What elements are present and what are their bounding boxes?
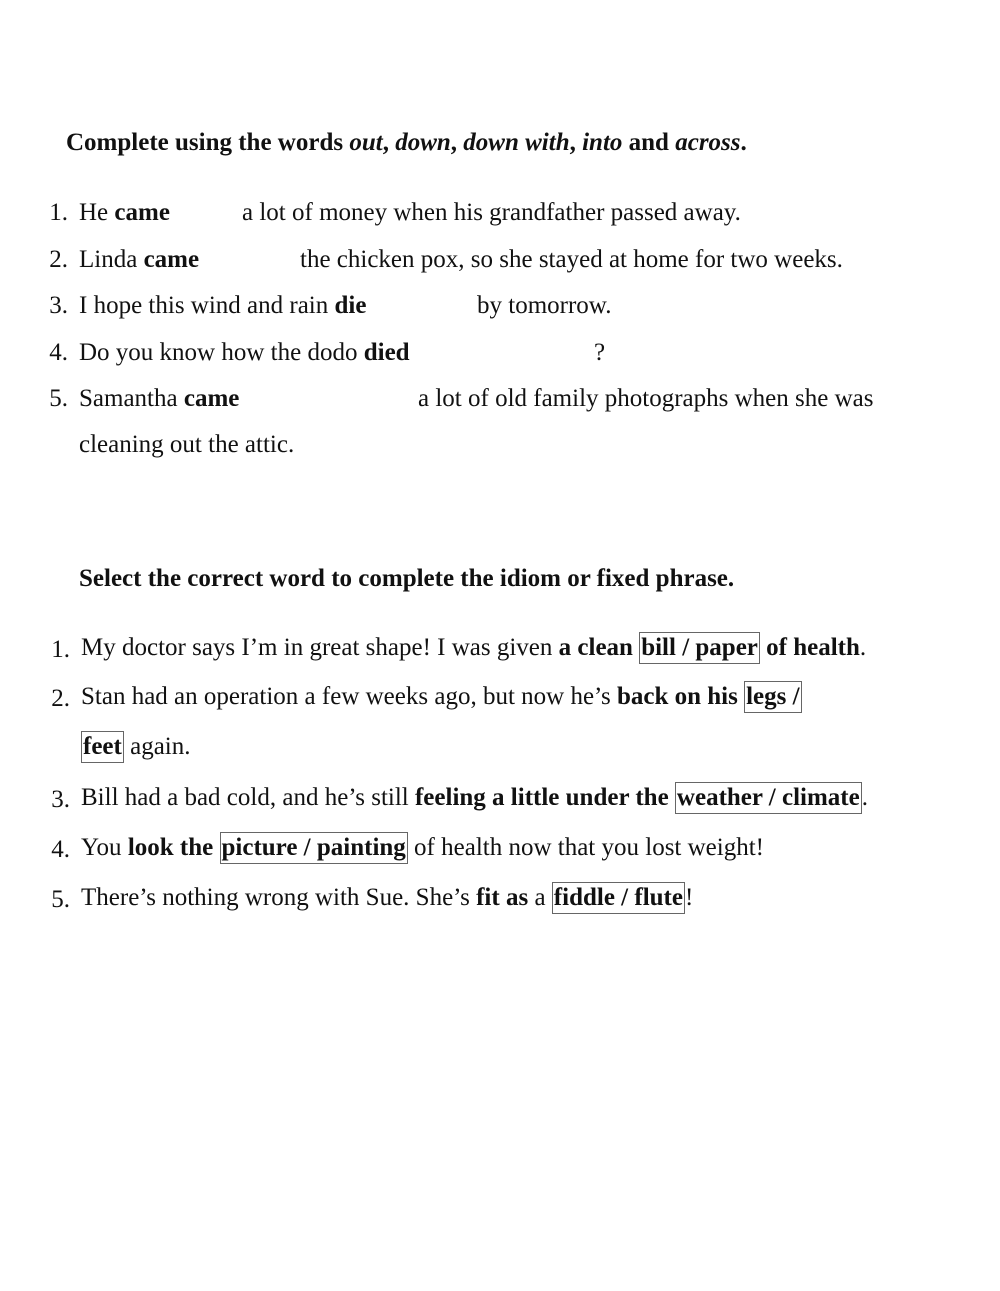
s2-item-4: You look the picture / painting of health now that you lost weight! [81,832,764,864]
s1-item-3-rest: by tomorrow. [477,292,612,319]
section1-title: Complete using the words out, down, down with, into and across. [66,129,747,156]
choice-bill-paper[interactable]: bill / paper [639,632,760,664]
word-across: across [675,129,741,156]
s2-item-4-number: 4. [51,836,70,863]
s1-item-1: He came [79,199,170,226]
s1-item-1-rest: a lot of money when his grandfather passed away. [242,199,741,226]
s2-item-3-number: 3. [51,786,70,813]
s2-item-5-number: 5. [51,886,70,913]
s1-item-5-number: 5. [49,385,68,412]
word-down: down [395,129,451,156]
s1-item-2-rest: the chicken pox, so she stayed at home for two weeks. [300,246,843,273]
choice-weather-climate[interactable]: weather / climate [675,782,862,814]
s1-item-2-number: 2. [49,246,68,273]
choice-legs-feet-part1[interactable]: legs / [744,681,801,713]
s1-item-5-continuation: cleaning out the attic. [79,431,295,458]
word-into: into [582,129,623,156]
choice-picture-painting[interactable]: picture / painting [220,832,408,864]
s1-item-4: Do you know how the dodo died [79,339,410,366]
section2-title: Select the correct word to complete the idiom or fixed phrase. [79,565,735,592]
s1-item-5: Samantha came [79,385,240,412]
s2-item-1-number: 1. [51,636,70,663]
s1-item-3-blank[interactable] [392,291,472,319]
s1-item-3-number: 3. [49,292,68,319]
choice-fiddle-flute[interactable]: fiddle / flute [552,882,685,914]
s1-item-1-blank[interactable] [180,198,236,226]
s1-item-4-blank[interactable] [438,338,588,366]
s1-item-4-number: 4. [49,339,68,366]
word-down-with: down with [463,129,570,156]
s1-item-1-number: 1. [49,199,68,226]
s2-item-2-continuation: feet again. [81,731,190,763]
choice-legs-feet-part2[interactable]: feet [81,731,124,763]
s1-item-3: I hope this wind and rain die [79,292,367,319]
s2-item-5: There’s nothing wrong with Sue. She’s fit as a fiddle / flute! [81,882,693,914]
word-out: out [349,129,383,156]
s2-item-1: My doctor says I’m in great shape! I was given a clean bill / paper of health. [81,632,866,664]
s2-item-3: Bill had a bad cold, and he’s still feeling a little under the weather / climate. [81,782,868,814]
s1-item-5-rest: a lot of old family photographs when she was [418,385,874,412]
s1-item-5-blank[interactable] [256,384,412,412]
s2-item-2-number: 2. [51,685,70,712]
s1-item-2-blank[interactable] [212,245,296,273]
s1-item-4-rest: ? [594,339,606,366]
s1-item-2: Linda came [79,246,200,273]
s2-item-2: Stan had an operation a few weeks ago, but now he’s back on his legs / [81,681,802,713]
